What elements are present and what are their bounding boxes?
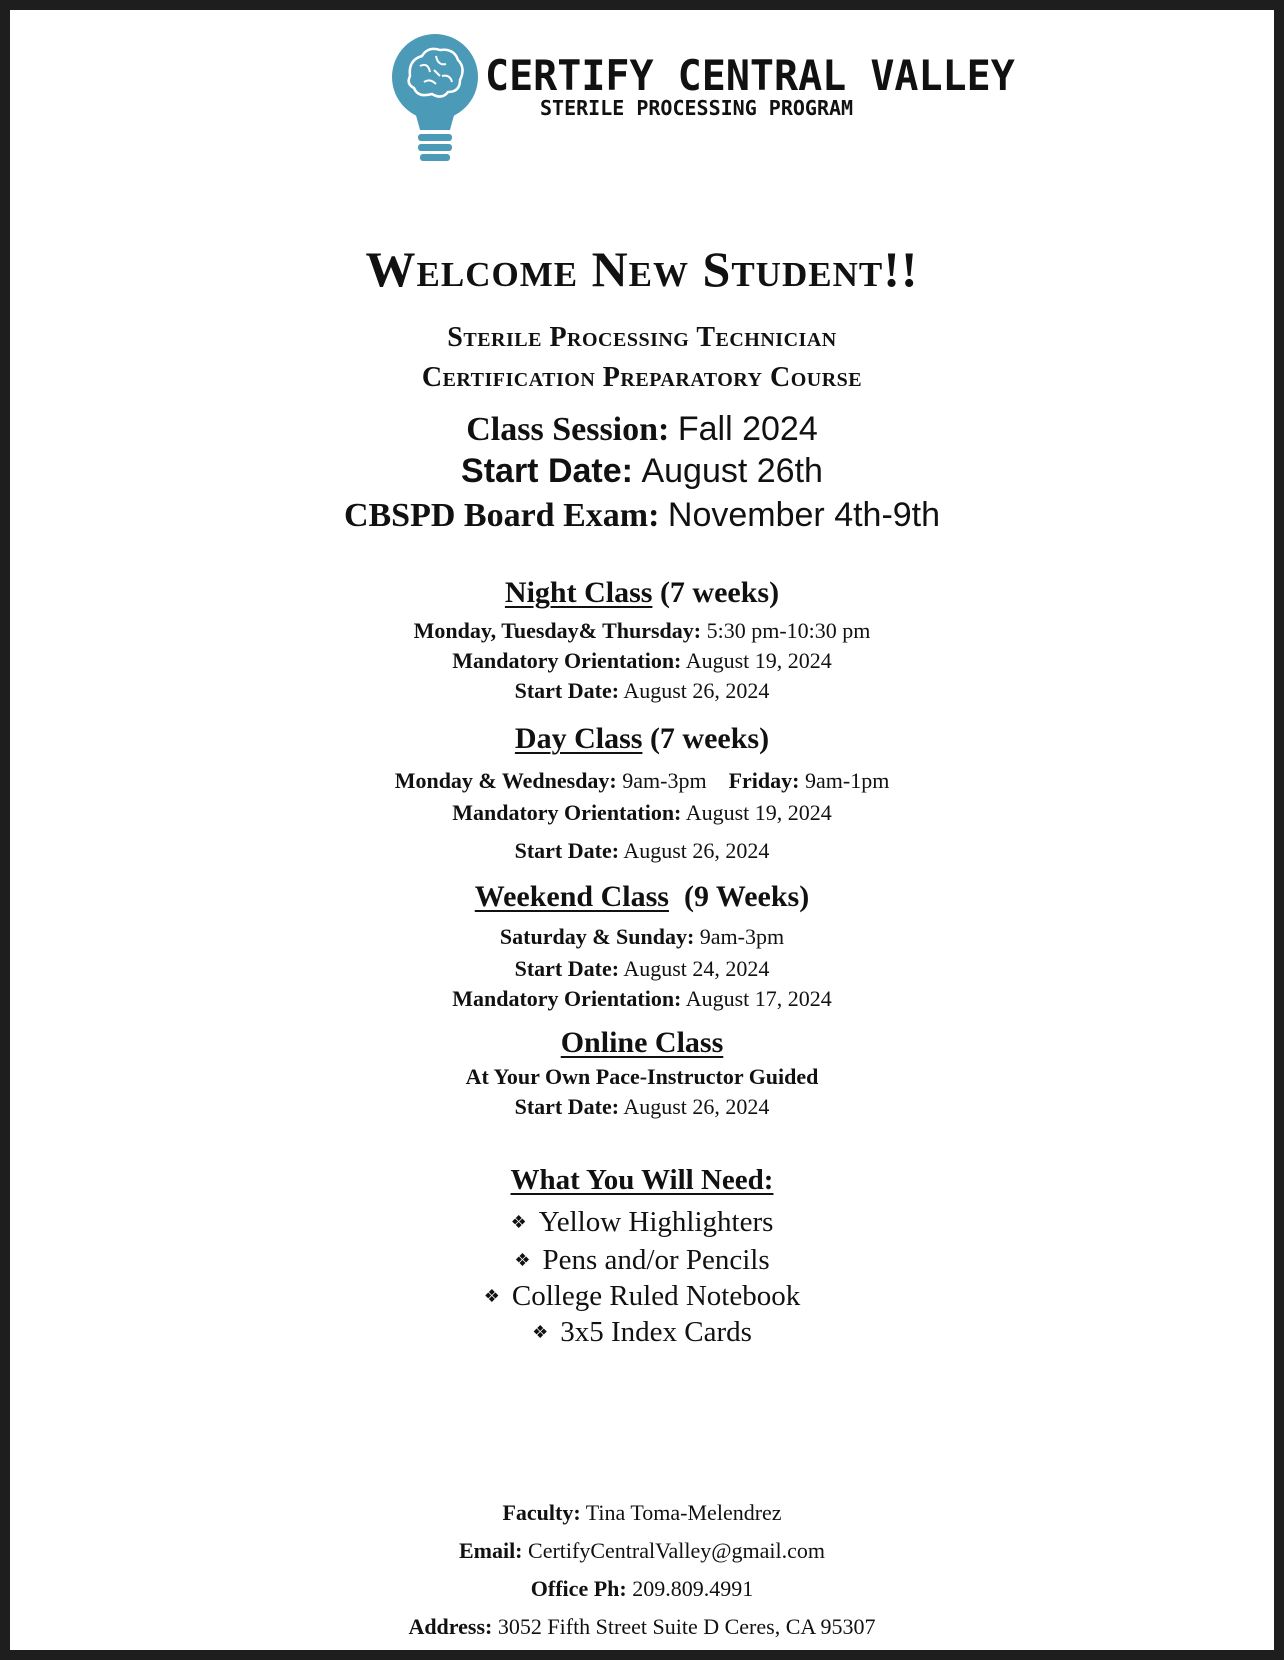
night-class-orientation — [10, 648, 1274, 674]
day-days1-value: 9am-3pm — [622, 768, 707, 793]
weekend-days-label: Saturday & Sunday: — [499, 924, 695, 949]
night-class-start — [10, 678, 1274, 704]
welcome-heading: Welcome New Student!! — [365, 241, 919, 297]
start-date-value: August 26th — [641, 452, 823, 490]
class-session-line — [10, 410, 1274, 449]
night-days-label: Monday, Tuesday& Thursday: — [413, 618, 702, 643]
online-class-heading — [10, 1026, 1274, 1060]
needs-title: What You Will Need: — [510, 1164, 774, 1196]
weekend-class-orientation — [10, 986, 1274, 1012]
start-date-line — [10, 452, 1274, 491]
night-class-title: Night Class — [504, 576, 653, 609]
start-date-label: Start Date: — [461, 452, 633, 490]
weekend-start-value: August 24, 2024 — [623, 956, 770, 981]
brand-program: STERILE PROCESSING PROGRAM — [540, 96, 854, 120]
day-class-title: Day Class — [514, 722, 643, 755]
board-exam-label: CBSPD Board Exam: — [343, 497, 660, 534]
faculty-value: Tina Toma-Melendrez — [585, 1500, 782, 1525]
address-line — [10, 1614, 1274, 1640]
online-class-start — [10, 1094, 1274, 1120]
night-start-label: Start Date: — [514, 678, 620, 703]
weekend-orient-label: Mandatory Orientation: — [452, 986, 682, 1011]
online-class-title: Online Class — [560, 1026, 724, 1059]
needs-item-text: Pens and/or Pencils — [542, 1244, 770, 1276]
class-session-value: Fall 2024 — [677, 410, 818, 448]
needs-heading — [10, 1164, 1274, 1197]
night-orient-value: August 19, 2024 — [685, 648, 832, 673]
weekend-class-days — [10, 924, 1274, 950]
weekend-start-label: Start Date: — [514, 956, 620, 981]
night-orient-label: Mandatory Orientation: — [452, 648, 682, 673]
day-orient-value: August 19, 2024 — [685, 800, 832, 825]
night-class-duration: (7 weeks) — [659, 576, 780, 609]
email-line — [10, 1538, 1274, 1564]
course-title-line2: Certification Preparatory Course — [421, 362, 863, 393]
night-class-days — [10, 618, 1274, 644]
day-orient-label: Mandatory Orientation: — [452, 800, 682, 825]
day-days2-value: 9am-1pm — [804, 768, 890, 793]
day-start-value: August 26, 2024 — [623, 838, 770, 863]
email-label: Email: — [458, 1538, 523, 1563]
night-start-value: August 26, 2024 — [623, 678, 770, 703]
needs-item-text: 3x5 Index Cards — [560, 1316, 752, 1348]
day-class-days — [10, 768, 1274, 794]
online-start-value: August 26, 2024 — [623, 1094, 770, 1119]
day-start-label: Start Date: — [514, 838, 620, 863]
day-days1-label: Monday & Wednesday: — [394, 768, 617, 793]
faculty-label: Faculty: — [502, 1500, 581, 1525]
day-class-heading — [10, 722, 1274, 756]
class-session-label: Class Session: — [466, 411, 670, 448]
board-exam-value: November 4th-9th — [667, 496, 941, 534]
diamond-bullet-icon: ❖ — [514, 1250, 531, 1270]
needs-item — [10, 1316, 1274, 1349]
online-class-subtitle: At Your Own Pace-Instructor Guided — [465, 1064, 819, 1089]
lightbulb-brain-logo-icon — [390, 32, 480, 177]
weekend-class-start — [10, 956, 1274, 982]
weekend-days-value: 9am-3pm — [699, 924, 785, 949]
night-class-heading — [10, 576, 1274, 610]
night-days-value: 5:30 pm-10:30 pm — [706, 618, 871, 643]
faculty-line — [10, 1500, 1274, 1526]
diamond-bullet-icon: ❖ — [510, 1212, 527, 1232]
day-class-orientation — [10, 800, 1274, 826]
online-start-label: Start Date: — [514, 1094, 620, 1119]
address-value: 3052 Fifth Street Suite D Ceres, CA 95307 — [497, 1614, 876, 1639]
needs-item — [10, 1206, 1274, 1239]
weekend-class-heading — [10, 880, 1274, 914]
needs-item — [10, 1244, 1274, 1277]
weekend-class-duration: (9 Weeks) — [683, 880, 810, 913]
day-class-start — [10, 838, 1274, 864]
course-title-line1: Sterile Processing Technician — [447, 322, 837, 353]
diamond-bullet-icon: ❖ — [483, 1286, 500, 1306]
day-class-duration: (7 weeks) — [649, 722, 770, 755]
phone-label: Office Ph: — [530, 1576, 627, 1601]
needs-item-text: Yellow Highlighters — [538, 1206, 774, 1238]
day-days2-label: Friday: — [728, 768, 800, 793]
needs-item — [10, 1280, 1274, 1313]
brand-name: CERTIFY CENTRAL VALLEY — [485, 52, 1015, 101]
flyer-page — [10, 10, 1274, 1650]
weekend-orient-value: August 17, 2024 — [685, 986, 832, 1011]
email-value[interactable]: CertifyCentralValley@gmail.com — [528, 1538, 826, 1563]
board-exam-line — [10, 496, 1274, 535]
needs-item-text: College Ruled Notebook — [511, 1280, 801, 1312]
phone-line — [10, 1576, 1274, 1602]
phone-value[interactable]: 209.809.4991 — [632, 1576, 754, 1601]
diamond-bullet-icon: ❖ — [532, 1322, 549, 1342]
weekend-class-title: Weekend Class — [474, 880, 669, 913]
address-label: Address: — [408, 1614, 493, 1639]
